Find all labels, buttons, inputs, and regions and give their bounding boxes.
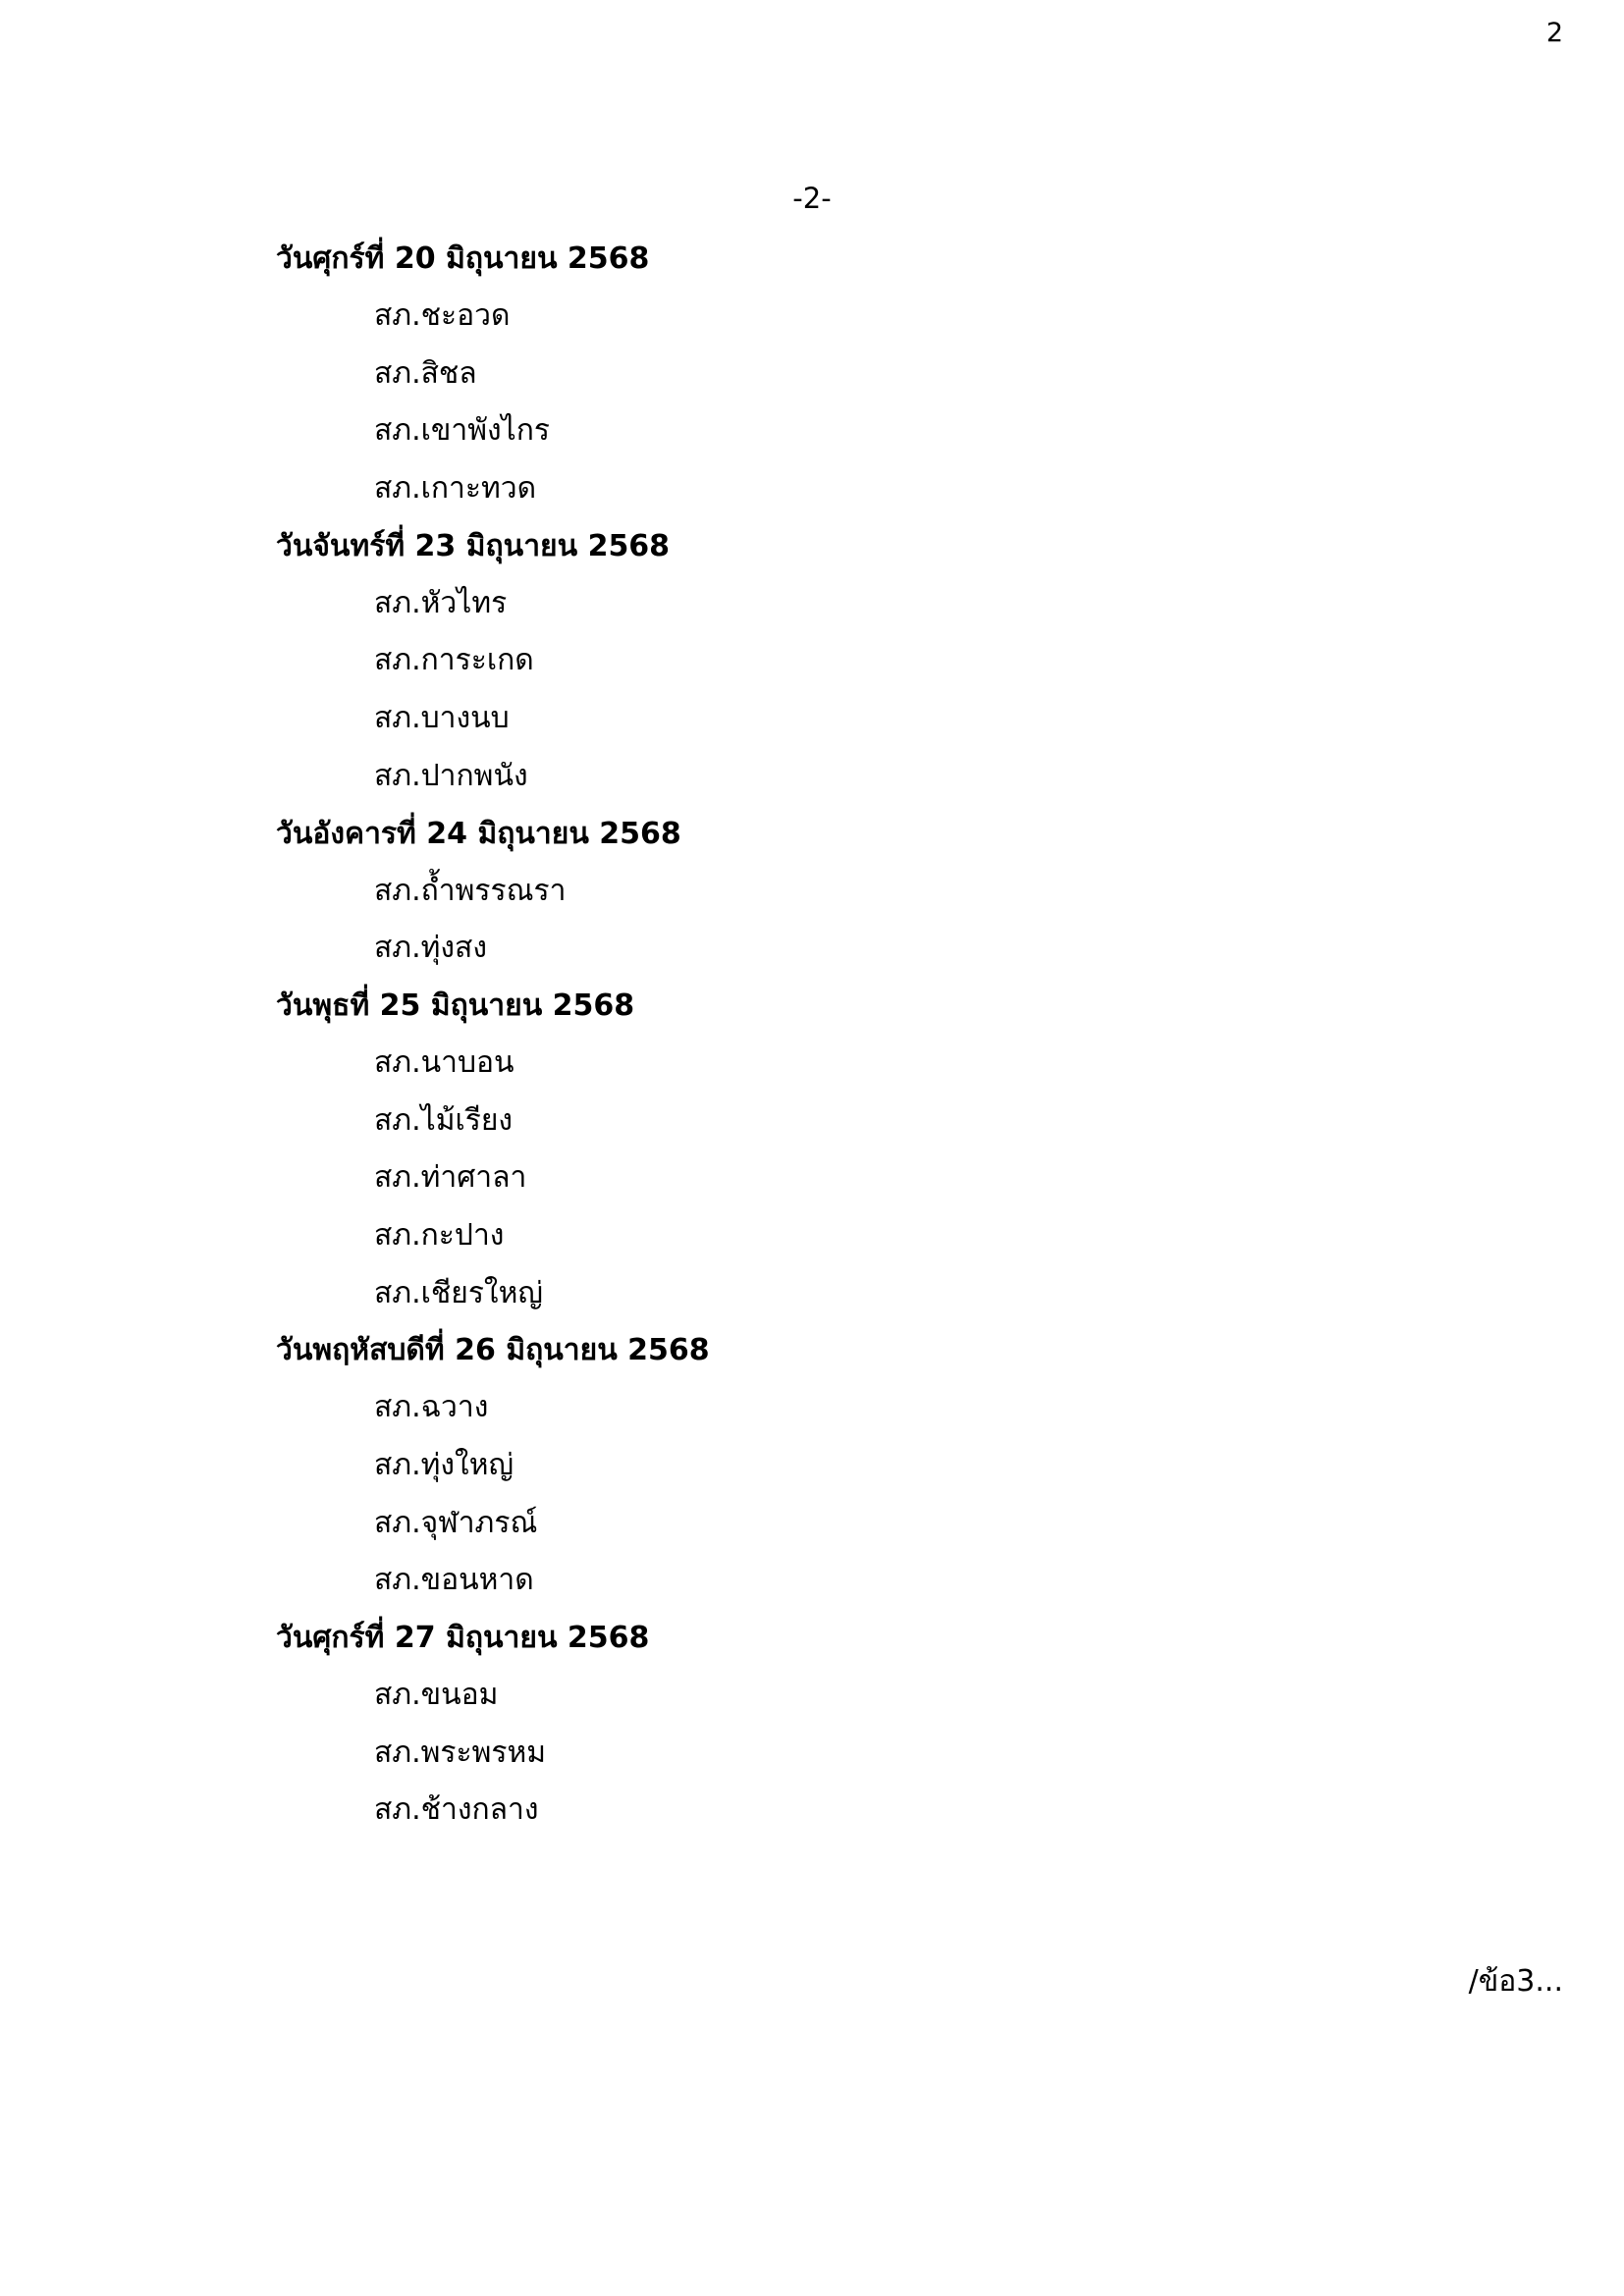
day-group [276, 806, 1454, 978]
station-list [276, 1667, 1454, 1840]
day-group [276, 518, 1454, 806]
station-item: สภ.ทุ่งใหญ่ [374, 1448, 514, 1482]
station-item: สภ.ฉวาง [374, 1390, 489, 1425]
day-group [276, 1322, 1454, 1610]
station-item: สภ.ชะอวด [374, 298, 511, 333]
station-item: สภ.เขาพังไกร [374, 413, 551, 449]
day-heading: วันศุกร์ที่ 27 มิถุนายน 2568 [276, 1621, 650, 1656]
station-item: สภ.บางนบ [374, 701, 510, 736]
station-list [276, 575, 1454, 806]
station-item: สภ.เกาะทวด [374, 471, 537, 507]
station-item: สภ.ปากพนัง [374, 758, 528, 793]
day-heading: วันพฤหัสบดีที่ 26 มิถุนายน 2568 [276, 1333, 710, 1368]
station-item: สภ.จุฬาภรณ์ [374, 1505, 538, 1540]
day-group [276, 231, 1454, 518]
page-marker: -2- [792, 182, 832, 215]
station-item: สภ.ทุ่งสง [374, 931, 488, 966]
day-group [276, 978, 1454, 1322]
station-item: สภ.เชียรใหญ่ [374, 1275, 543, 1310]
station-item: สภ.กะปาง [374, 1217, 505, 1253]
schedule-list [276, 231, 1454, 1840]
day-group [276, 1610, 1454, 1840]
station-item: สภ.ช้างกลาง [374, 1792, 539, 1828]
page-number: 2 [1545, 18, 1563, 48]
station-list [276, 1379, 1454, 1610]
station-item: สภ.ท่าศาลา [374, 1160, 527, 1196]
station-item: สภ.พระพรหม [374, 1735, 547, 1770]
day-heading: วันศุกร์ที่ 20 มิถุนายน 2568 [276, 241, 650, 276]
station-list [276, 1035, 1454, 1322]
continuation-note: /ข้อ3... [1468, 1964, 1563, 1999]
station-item: สภ.ขอนหาด [374, 1563, 534, 1598]
station-item: สภ.การะเกด [374, 643, 534, 678]
day-heading: วันพุธที่ 25 มิถุนายน 2568 [276, 988, 635, 1023]
station-list [276, 288, 1454, 518]
station-item: สภ.หัวไทร [374, 585, 508, 620]
station-item: สภ.ไม้เรียง [374, 1102, 514, 1138]
station-item: สภ.สิชล [374, 355, 477, 391]
day-heading: วันจันทร์ที่ 23 มิถุนายน 2568 [276, 528, 671, 563]
station-item: สภ.ขนอม [374, 1678, 499, 1713]
station-list [276, 863, 1454, 978]
station-item: สภ.นาบอน [374, 1044, 514, 1080]
station-item: สภ.ถ้ำพรรณรา [374, 873, 567, 908]
day-heading: วันอังคารที่ 24 มิถุนายน 2568 [276, 816, 681, 851]
